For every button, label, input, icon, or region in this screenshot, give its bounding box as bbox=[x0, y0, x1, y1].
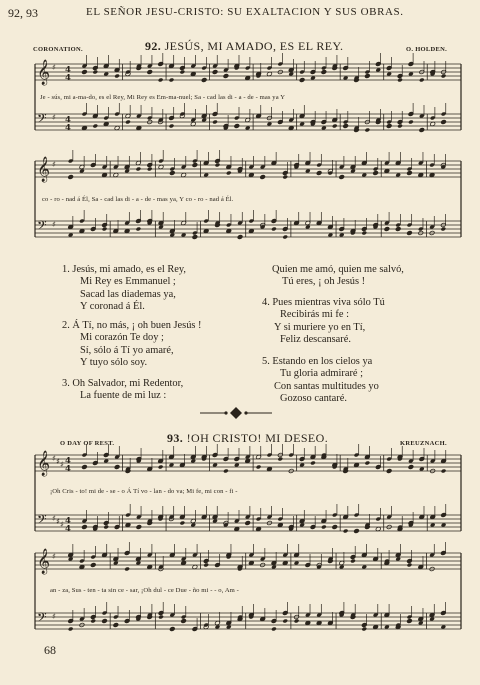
svg-text:♯: ♯ bbox=[52, 514, 56, 523]
hymn-93-number: 93. bbox=[167, 431, 184, 445]
verse-line: Feliz descansaré. bbox=[280, 333, 351, 345]
ornament-divider bbox=[196, 406, 276, 420]
svg-text:4: 4 bbox=[65, 123, 71, 133]
hymn-92-number: 92. bbox=[145, 39, 162, 53]
tune-name-92: CORONATION. bbox=[33, 46, 83, 53]
verse-number: 1. bbox=[62, 264, 70, 275]
svg-text:𝄢: 𝄢 bbox=[37, 610, 47, 628]
svg-text:♯: ♯ bbox=[52, 612, 56, 621]
svg-text:4: 4 bbox=[65, 456, 71, 466]
svg-text:♯: ♯ bbox=[56, 457, 60, 466]
lyrics-line: ¡Oh Cris - to! mi de - se - o Á Tí vo - lan - do va; Mi fe, mi con - fi - bbox=[50, 488, 238, 495]
composer-92: O. HOLDEN. bbox=[406, 46, 448, 53]
svg-text:𝄞: 𝄞 bbox=[37, 157, 51, 182]
verse-line: Sí, sólo á Tí yo amaré, bbox=[80, 344, 174, 356]
verse-4 bbox=[262, 297, 385, 346]
verse-line: Pues mientras viva sólo Tú bbox=[272, 297, 385, 308]
svg-text:𝄢: 𝄢 bbox=[37, 111, 47, 129]
verse-line: Con santas multitudes yo bbox=[274, 380, 379, 392]
svg-text:♯: ♯ bbox=[52, 160, 56, 169]
verse-number: 2. bbox=[62, 320, 70, 331]
verse-line: Recibirás mi fe : bbox=[280, 309, 349, 321]
lyrics-line: co - ro - nad á Él, Sa - cad las di - a - de - mas ya, Y co - ro - nad á Él. bbox=[42, 196, 234, 203]
verse-line: Tú eres, ¡ oh Jesús ! bbox=[282, 276, 366, 288]
hymn-93-name: !OH CRISTO! MI DESEO. bbox=[186, 431, 329, 445]
verse-line: Sacad las diademas ya, bbox=[80, 288, 176, 300]
svg-text:𝄢: 𝄢 bbox=[37, 512, 47, 530]
hymn-92-name: JESÚS, MI AMADO, ES EL REY. bbox=[164, 39, 344, 53]
svg-text:𝄞: 𝄞 bbox=[37, 549, 51, 574]
svg-text:𝄞: 𝄞 bbox=[37, 60, 51, 85]
verse-line: Mi corazón Te doy ; bbox=[80, 332, 164, 344]
svg-text:𝄢: 𝄢 bbox=[37, 218, 47, 236]
lyrics-line: an - za, Sus - ten - ta sin ce - sar, ¡Oh dul - ce Due - ño mi - - o, Am - bbox=[50, 587, 239, 594]
verse-line: Á Tí, no más, ¡ oh buen Jesús ! bbox=[72, 320, 202, 331]
svg-text:♯: ♯ bbox=[52, 63, 56, 72]
page-number-footer: 68 bbox=[44, 643, 56, 657]
svg-text:♯: ♯ bbox=[56, 517, 60, 526]
verse-line: Tu gloria admiraré ; bbox=[280, 368, 364, 380]
verse-5 bbox=[262, 356, 379, 405]
verse-line: La fuente de mi luz : bbox=[80, 390, 167, 402]
hymn-92-title bbox=[145, 39, 343, 54]
running-header bbox=[8, 6, 470, 21]
svg-text:♯: ♯ bbox=[52, 552, 56, 561]
verse-line: Gozoso cantaré. bbox=[280, 392, 347, 404]
verse-line: Y coronad á Él. bbox=[80, 300, 145, 312]
verse-line: Quien me amó, quien me salvó, bbox=[272, 264, 404, 275]
verse-1 bbox=[62, 264, 186, 313]
verse-3 bbox=[62, 378, 183, 403]
svg-text:♯: ♯ bbox=[60, 520, 64, 529]
verse-line: Y si muriere yo en Tí, bbox=[274, 321, 366, 333]
verse-number: 5. bbox=[262, 356, 270, 367]
lyrics-line: Je - sús, mi a-ma-do, es el Rey, Mi Rey es Em-ma-nuel; Sa - cad las di - a - de - mas ya Y bbox=[40, 94, 286, 101]
composer-93: KREUZNACH. bbox=[400, 440, 447, 447]
verse-line: Estando en los cielos ya bbox=[272, 356, 373, 367]
svg-text:4: 4 bbox=[65, 464, 71, 474]
svg-text:4: 4 bbox=[65, 73, 71, 83]
verse-line: Mi Rey es Emmanuel ; bbox=[80, 276, 176, 288]
verse-2 bbox=[62, 320, 202, 369]
svg-text:4: 4 bbox=[65, 516, 71, 526]
verse-3-continued bbox=[272, 264, 404, 289]
hymn-93-title bbox=[167, 431, 328, 446]
svg-text:4: 4 bbox=[65, 65, 71, 75]
svg-text:4: 4 bbox=[65, 524, 71, 534]
verse-number: 3. bbox=[62, 378, 70, 389]
svg-text:♯: ♯ bbox=[52, 454, 56, 463]
verse-line: Oh Salvador, mi Redentor, bbox=[72, 378, 184, 389]
svg-text:𝄞: 𝄞 bbox=[37, 451, 51, 476]
verse-line: Jesús, mi amado, es el Rey, bbox=[72, 264, 187, 275]
running-title: EL SEÑOR JESU-CRISTO: SU EXALTACION Y SUS OBRAS. bbox=[86, 6, 404, 18]
tune-name-93: O DAY OF REST. bbox=[60, 440, 115, 447]
page-numbers: 92, 93 bbox=[8, 6, 38, 20]
verse-line: Y tuyo sólo soy. bbox=[80, 356, 148, 368]
svg-text:♯: ♯ bbox=[52, 113, 56, 122]
svg-text:♯: ♯ bbox=[60, 460, 64, 469]
svg-text:♯: ♯ bbox=[52, 220, 56, 229]
svg-text:4: 4 bbox=[65, 115, 71, 125]
verse-number: 4. bbox=[262, 297, 270, 308]
